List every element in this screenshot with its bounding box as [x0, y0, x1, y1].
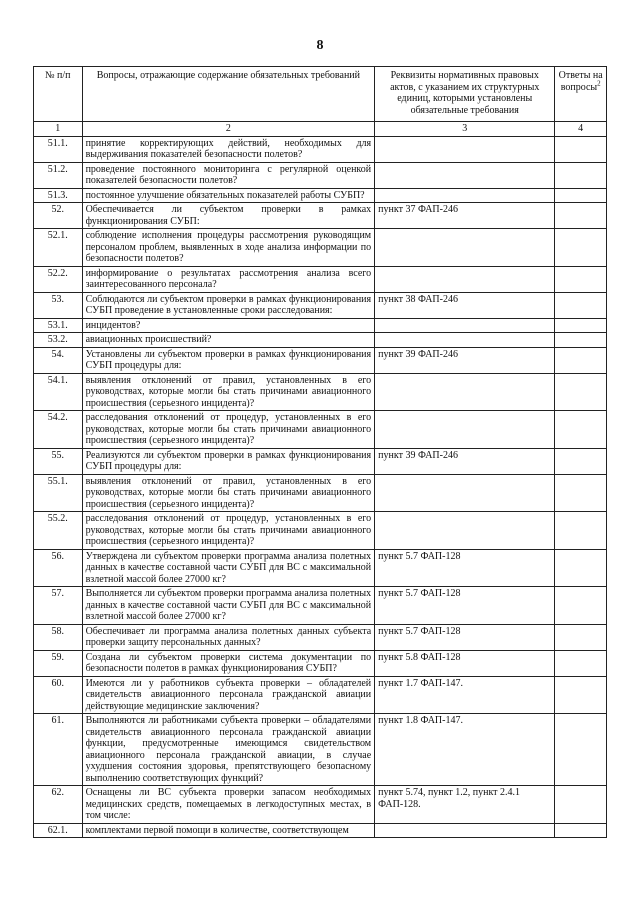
row-number: 62. — [34, 786, 83, 824]
row-requisites: пункт 5.7 ФАП-128 — [375, 549, 555, 587]
row-question: авиационных происшествий? — [82, 333, 375, 348]
column-number: 2 — [82, 122, 375, 137]
table-row — [34, 203, 607, 229]
header-answers-label: Ответы на вопросы — [558, 70, 603, 93]
row-question: информирование о результатах рассмотрения анализа всего заинтересованного персонала? — [82, 266, 375, 292]
row-answer[interactable] — [555, 229, 607, 267]
table-row — [34, 292, 607, 318]
row-number: 61. — [34, 714, 83, 786]
row-question: Обеспечивает ли программа анализа полетных данных субъекта проверки защиту персональных данных? — [82, 624, 375, 650]
row-requisites: пункт 5.8 ФАП-128 — [375, 650, 555, 676]
row-question: Реализуются ли субъектом проверки в рамках функционирования СУБП процедуры для: — [82, 448, 375, 474]
row-number: 57. — [34, 587, 83, 625]
table-row — [34, 786, 607, 824]
row-question: выявления отклонений от правил, установленных в его руководствах, которые могли бы стать причинами авиационного происшествия (серьезного инцидента)? — [82, 474, 375, 512]
row-answer[interactable] — [555, 714, 607, 786]
row-requisites — [375, 136, 555, 162]
row-number: 56. — [34, 549, 83, 587]
row-requisites — [375, 512, 555, 550]
header-questions: Вопросы, отражающие содержание обязательных требований — [82, 67, 375, 122]
row-number: 58. — [34, 624, 83, 650]
column-number: 4 — [555, 122, 607, 137]
row-requisites — [375, 333, 555, 348]
row-answer[interactable] — [555, 823, 607, 838]
row-answer[interactable] — [555, 587, 607, 625]
row-answer[interactable] — [555, 474, 607, 512]
row-requisites: пункт 5.74, пункт 1.2, пункт 2.4.1 ФАП-128. — [375, 786, 555, 824]
row-answer[interactable] — [555, 786, 607, 824]
row-answer[interactable] — [555, 512, 607, 550]
row-requisites — [375, 229, 555, 267]
row-question: инцидентов? — [82, 318, 375, 333]
table-row — [34, 411, 607, 449]
row-number: 62.1. — [34, 823, 83, 838]
page-number: 8 — [316, 38, 324, 53]
table-row — [34, 512, 607, 550]
column-number: 3 — [375, 122, 555, 137]
row-number: 52.1. — [34, 229, 83, 267]
row-requisites — [375, 373, 555, 411]
row-requisites: пункт 39 ФАП-246 — [375, 347, 555, 373]
row-number: 55.2. — [34, 512, 83, 550]
table-row — [34, 650, 607, 676]
row-answer[interactable] — [555, 624, 607, 650]
row-requisites — [375, 318, 555, 333]
row-answer[interactable] — [555, 676, 607, 714]
row-number: 54. — [34, 347, 83, 373]
row-requisites — [375, 411, 555, 449]
row-question: комплектами первой помощи в количестве, соответствующем — [82, 823, 375, 838]
row-question: Соблюдаются ли субъектом проверки в рамках функционирования СУБП проведение в установленные сроки расследования: — [82, 292, 375, 318]
header-answers — [555, 67, 607, 122]
row-number: 53. — [34, 292, 83, 318]
row-requisites: пункт 39 ФАП-246 — [375, 448, 555, 474]
row-answer[interactable] — [555, 136, 607, 162]
row-answer[interactable] — [555, 203, 607, 229]
row-answer[interactable] — [555, 162, 607, 188]
row-answer[interactable] — [555, 373, 607, 411]
row-answer[interactable] — [555, 318, 607, 333]
row-requisites — [375, 162, 555, 188]
row-answer[interactable] — [555, 347, 607, 373]
row-answer[interactable] — [555, 448, 607, 474]
row-question: расследования отклонений от процедур, установленных в его руководствах, которые могли бы стать причинами авиационного происшествия (серьезного инцидента)? — [82, 411, 375, 449]
row-question: Обеспечивается ли субъектом проверки в рамках функционирования СУБП: — [82, 203, 375, 229]
table-row — [34, 823, 607, 838]
row-number: 60. — [34, 676, 83, 714]
table-row — [34, 136, 607, 162]
row-answer[interactable] — [555, 333, 607, 348]
table-row — [34, 266, 607, 292]
table-row — [34, 474, 607, 512]
row-requisites: пункт 37 ФАП-246 — [375, 203, 555, 229]
header-requisites: Реквизиты нормативных правовых актов, с указанием их структурных единиц, которыми установлены обязательные требования — [375, 67, 555, 122]
row-number: 51.1. — [34, 136, 83, 162]
row-question: Выполняется ли субъектом проверки программа анализа полетных данных в качестве составной части СУБП для ВС с максимальной взлетной массой более 27000 кг? — [82, 587, 375, 625]
footnote-marker: 2 — [597, 79, 601, 88]
row-number: 52. — [34, 203, 83, 229]
row-number: 59. — [34, 650, 83, 676]
table-row — [34, 229, 607, 267]
row-question: постоянное улучшение обязательных показателей работы СУБП? — [82, 188, 375, 203]
row-number: 53.2. — [34, 333, 83, 348]
column-numbering-row — [34, 122, 607, 137]
row-number: 53.1. — [34, 318, 83, 333]
row-question: Имеются ли у работников субъекта проверки – обладателей свидетельств авиационного персонала гражданской авиации действующие медицинские заключения? — [82, 676, 375, 714]
row-requisites: пункт 1.8 ФАП-147. — [375, 714, 555, 786]
row-number: 51.2. — [34, 162, 83, 188]
row-requisites — [375, 823, 555, 838]
table-row — [34, 333, 607, 348]
column-number: 1 — [34, 122, 83, 137]
row-requisites: пункт 38 ФАП-246 — [375, 292, 555, 318]
table-row — [34, 624, 607, 650]
row-requisites — [375, 188, 555, 203]
checklist-table — [33, 66, 607, 838]
table-row — [34, 162, 607, 188]
row-answer[interactable] — [555, 266, 607, 292]
table-row — [34, 188, 607, 203]
row-requisites — [375, 266, 555, 292]
row-requisites: пункт 5.7 ФАП-128 — [375, 587, 555, 625]
row-answer[interactable] — [555, 549, 607, 587]
row-number: 51.3. — [34, 188, 83, 203]
row-requisites — [375, 474, 555, 512]
row-requisites: пункт 1.7 ФАП-147. — [375, 676, 555, 714]
row-question: Создана ли субъектом проверки система документации по безопасности полетов в рамках функционирования СУБП? — [82, 650, 375, 676]
table-row — [34, 318, 607, 333]
row-number: 54.1. — [34, 373, 83, 411]
row-number: 54.2. — [34, 411, 83, 449]
row-requisites: пункт 5.7 ФАП-128 — [375, 624, 555, 650]
row-question: соблюдение исполнения процедуры рассмотрения руководящим персоналом проблем, выявленных в ходе анализа информации по безопасности полетов? — [82, 229, 375, 267]
table-row — [34, 587, 607, 625]
row-answer[interactable] — [555, 292, 607, 318]
row-question: Установлены ли субъектом проверки в рамках функционирования СУБП процедуры для: — [82, 347, 375, 373]
row-number: 55. — [34, 448, 83, 474]
table-row — [34, 549, 607, 587]
table-row — [34, 347, 607, 373]
row-question: расследования отклонений от процедур, установленных в его руководствах, которые могли бы стать причинами авиационного происшествия (серьезного инцидента)? — [82, 512, 375, 550]
row-question: Утверждена ли субъектом проверки программа анализа полетных данных в качестве составной части СУБП для ВС с максимальной взлетной массой более 27000 кг? — [82, 549, 375, 587]
row-question: Выполняются ли работниками субъекта проверки – обладателями свидетельств авиационного персонала гражданской авиации функции, предусмотренные имеющимся свидетельством авиационного персонала гражданской авиации, в случае ухудшения состояния здоровья, препятствующего безопасному выполнению соответствующих функций? — [82, 714, 375, 786]
table-row — [34, 373, 607, 411]
row-answer[interactable] — [555, 188, 607, 203]
header-row — [34, 67, 607, 122]
table-row — [34, 448, 607, 474]
row-number: 55.1. — [34, 474, 83, 512]
table-row — [34, 676, 607, 714]
row-question: Оснащены ли ВС субъекта проверки запасом необходимых медицинских средств, помещаемых в легкодоступных местах, в том числе: — [82, 786, 375, 824]
row-question: выявления отклонений от правил, установленных в его руководствах, которые могли бы стать причинами авиационного происшествия (серьезного инцидента)? — [82, 373, 375, 411]
table-row — [34, 714, 607, 786]
row-question: проведение постоянного мониторинга с регулярной оценкой показателей безопасности полетов? — [82, 162, 375, 188]
row-question: принятие корректирующих действий, необходимых для выдерживания показателей безопасности полетов? — [82, 136, 375, 162]
header-number: № п/п — [34, 67, 83, 122]
row-answer[interactable] — [555, 411, 607, 449]
row-number: 52.2. — [34, 266, 83, 292]
row-answer[interactable] — [555, 650, 607, 676]
